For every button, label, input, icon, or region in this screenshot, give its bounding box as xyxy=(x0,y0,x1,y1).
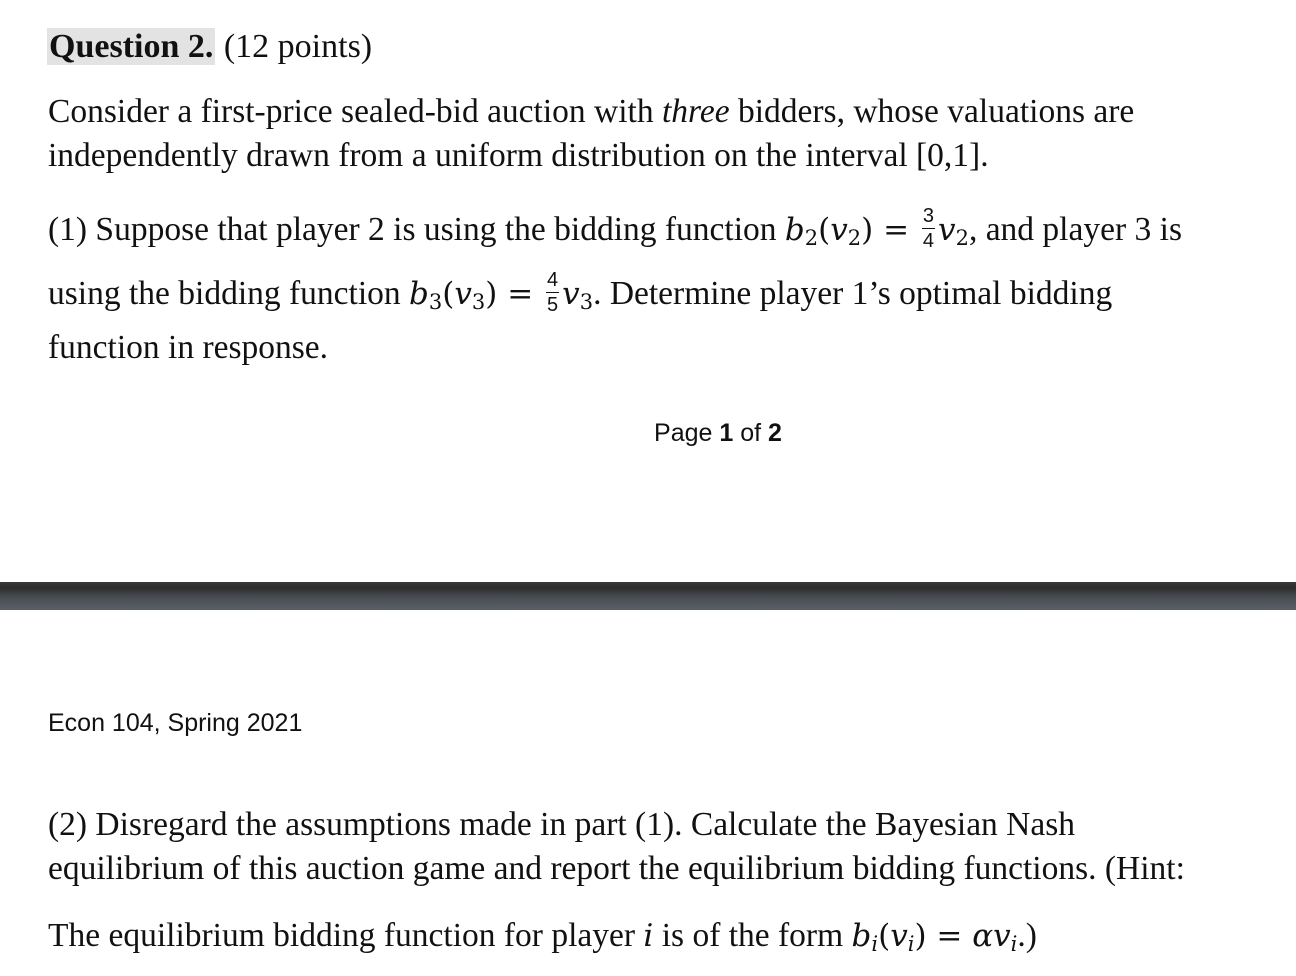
question-points: (12 points) xyxy=(223,28,373,65)
eq-equals: ) = xyxy=(861,212,919,248)
part2-text: is of the form xyxy=(653,917,852,954)
eq-var: i xyxy=(643,918,654,954)
part1-text: . Determine player 1’s optimal bidding xyxy=(593,275,1113,312)
part1-line-3: function in response. xyxy=(48,329,329,366)
question-label: Question 2. xyxy=(49,28,214,65)
page-prefix: Page xyxy=(654,419,720,447)
eq-coef: α xyxy=(972,918,994,954)
document-page-2 xyxy=(0,610,1296,976)
intro-emphasis: three xyxy=(661,93,730,130)
intro-line-2: independently drawn from a uniform distribution on the interval [0,1]. xyxy=(48,137,989,174)
eq-sub: 2 xyxy=(804,226,819,250)
eq-var: v xyxy=(938,212,956,248)
part2-line-2: equilibrium of this auction game and report the equilibrium bidding functions. (Hint: xyxy=(48,850,1185,887)
intro-text: bidders, whose valuations are xyxy=(729,93,1135,130)
eq-var: v xyxy=(562,276,580,312)
eq-paren: ( xyxy=(442,276,455,312)
eq-var: v xyxy=(830,212,848,248)
intro-line-1 xyxy=(48,90,1134,134)
eq-var: v xyxy=(993,918,1011,954)
question-heading xyxy=(47,24,372,70)
eq-func: b xyxy=(851,918,872,954)
eq-sub: i xyxy=(907,932,915,956)
eq-var: v xyxy=(454,276,472,312)
page-separator xyxy=(0,582,1296,610)
eq-equals: ) = xyxy=(914,918,973,954)
eq-sub: 3 xyxy=(471,290,486,314)
equation-bi xyxy=(852,917,1018,954)
part2-line-1: (2) Disregard the assumptions made in part (1). Calculate the Bayesian Nash xyxy=(48,806,1076,843)
part1-text: using the bidding function xyxy=(48,275,410,312)
eq-paren: ( xyxy=(878,918,891,954)
part1-line-2 xyxy=(48,268,1113,319)
page-of: of xyxy=(733,419,769,447)
part1-text: , and player 3 is xyxy=(968,211,1182,248)
equation-b3 xyxy=(409,268,594,316)
eq-func: b xyxy=(784,212,805,248)
part1-line-1 xyxy=(48,204,1182,255)
fraction-numerator: 4 xyxy=(547,268,559,291)
eq-sub: 3 xyxy=(428,290,443,314)
part1-text: (1) Suppose that player 2 is using the bidding function xyxy=(48,211,785,248)
part2-text: The equilibrium bidding function for player xyxy=(48,917,644,954)
page-total: 2 xyxy=(768,419,782,447)
page-current: 1 xyxy=(719,419,734,447)
course-header: Econ 104, Spring 2021 xyxy=(48,709,303,737)
part2-text: .) xyxy=(1017,917,1037,954)
part2-line-3 xyxy=(48,914,1037,958)
intro-text: Consider a first-price sealed-bid auction with xyxy=(48,93,662,130)
fraction-3-4 xyxy=(922,206,935,251)
fraction-denominator: 5 xyxy=(547,293,559,316)
equation-b2 xyxy=(784,204,969,252)
page-number xyxy=(0,416,1296,450)
fraction-denominator: 4 xyxy=(922,229,935,252)
eq-sub: 2 xyxy=(847,226,862,250)
eq-sub: 2 xyxy=(955,226,969,250)
eq-sub: i xyxy=(871,932,879,956)
eq-paren: ( xyxy=(818,212,831,248)
eq-func: b xyxy=(409,276,429,312)
eq-var: v xyxy=(890,918,908,954)
eq-sub: i xyxy=(1010,932,1018,956)
fraction-4-5 xyxy=(546,270,559,315)
eq-sub: 3 xyxy=(579,290,594,314)
eq-equals: ) = xyxy=(485,276,544,312)
fraction-numerator: 3 xyxy=(922,204,935,227)
